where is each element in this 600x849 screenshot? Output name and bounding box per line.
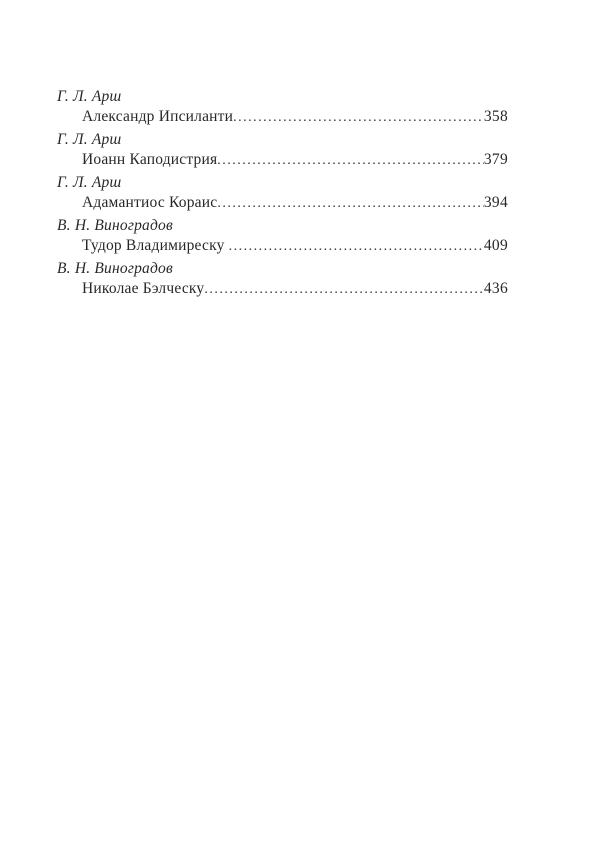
toc-entry xyxy=(57,130,508,171)
toc-entry-page-number: 379 xyxy=(483,151,508,168)
toc-entry-page-number: 394 xyxy=(483,194,508,211)
toc-entry-author: Г. Л. Арш xyxy=(57,174,122,191)
toc-entry-page-number: 436 xyxy=(483,280,508,297)
toc-entry-title: Адамантиос Кораис xyxy=(82,194,218,211)
toc-entry-author: Г. Л. Арш xyxy=(57,131,122,148)
toc-entry-author: В. Н. Виноградов xyxy=(57,217,173,234)
toc-entry-title-row xyxy=(57,279,508,300)
dot-leader xyxy=(229,236,484,257)
toc-entry xyxy=(57,87,508,128)
toc-entry-title: Иоанн Каподистрия xyxy=(82,151,218,168)
dot-leader xyxy=(217,150,484,171)
dot-leader xyxy=(204,279,483,300)
toc-entry-page-number: 358 xyxy=(483,108,508,125)
toc-entry xyxy=(57,259,508,300)
toc-entry-title: Николае Бэлческу xyxy=(82,280,205,297)
toc-entry-title-row xyxy=(57,107,508,128)
dot-leader xyxy=(217,193,484,214)
toc-entry-title-row xyxy=(57,193,508,214)
toc-entry xyxy=(57,216,508,257)
toc-entry-author: Г. Л. Арш xyxy=(57,88,122,105)
toc-entry-page-number: 409 xyxy=(483,237,508,254)
toc-entry xyxy=(57,173,508,214)
toc-entry-title: Александр Ипсиланти xyxy=(82,108,234,125)
toc-entry-title-row xyxy=(57,236,508,257)
toc-entry-title: Тудор Владимиреску xyxy=(82,237,229,254)
toc-entry-title-row xyxy=(57,150,508,171)
toc-entry-list xyxy=(57,87,508,300)
toc-entry-author: В. Н. Виноградов xyxy=(57,260,173,277)
dot-leader xyxy=(233,107,484,128)
